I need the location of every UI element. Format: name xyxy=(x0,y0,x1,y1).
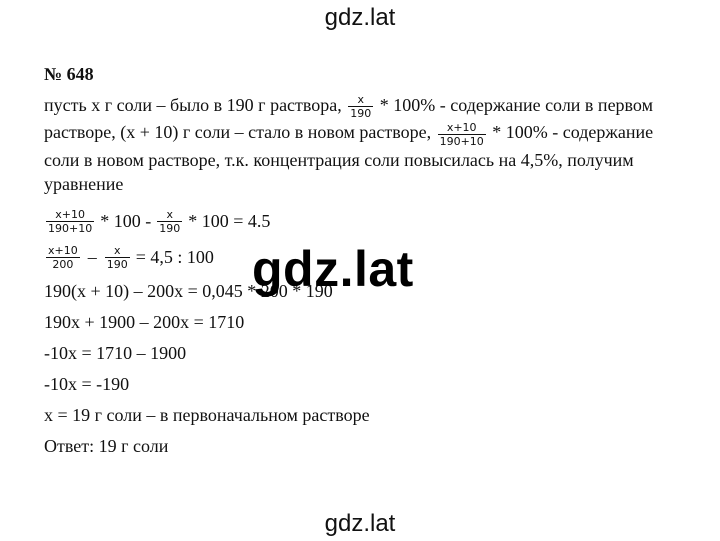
eq1-fraction-2 xyxy=(157,208,182,235)
solution-line: 190(х + 10) – 200х = 0,045 * 200 * 190 xyxy=(44,280,333,301)
solution-line: -10х = -190 xyxy=(44,373,130,394)
fraction-denominator: 190 xyxy=(350,107,372,121)
watermark-bottom: gdz.lat xyxy=(324,510,396,537)
fraction-numerator: x+10 xyxy=(438,121,486,135)
watermark-center: gdz.lat xyxy=(252,241,414,297)
equation-1 xyxy=(44,204,684,240)
fraction-numerator: x+10 xyxy=(48,244,78,258)
watermark-top: gdz.lat xyxy=(324,4,396,31)
fraction-denominator: 190 xyxy=(106,258,128,272)
solution-line: 190х + 1900 – 200х = 1710 xyxy=(44,311,245,332)
fraction-numerator: x xyxy=(348,93,373,107)
fraction-denominator: 190+10 xyxy=(48,222,93,236)
problem-intro xyxy=(44,93,684,196)
fraction-numerator: x+10 xyxy=(46,208,94,222)
eq2-fraction-2 xyxy=(105,244,130,271)
fraction-denominator: 200 xyxy=(52,258,74,272)
fraction-denominator: 190 xyxy=(159,222,181,236)
eq2-text-2: = 4,5 : 100 xyxy=(135,247,214,268)
intro-text-2: * 100% - содержание соли в первом растворе, (х + 10) г соли – стало в новом растворе, xyxy=(44,95,653,143)
intro-text-1: пусть х г соли – было в 190 г раствора, xyxy=(44,95,342,115)
problem-number: № 648 xyxy=(44,64,94,84)
fraction-numerator: x xyxy=(105,244,130,258)
fraction-numerator: x xyxy=(157,208,182,222)
fraction-denominator: 190+10 xyxy=(439,134,484,148)
eq2-fraction-1 xyxy=(46,244,80,271)
eq2-text-1: – xyxy=(87,247,97,268)
eq1-fraction-1 xyxy=(46,208,94,235)
fraction-x-over-190 xyxy=(348,93,373,120)
fraction-x-plus-10-over-200 xyxy=(438,121,486,148)
eq1-text-2: * 100 = 4.5 xyxy=(188,211,271,232)
solution-line: х = 19 г соли – в первоначальном растворе xyxy=(44,404,370,425)
intro-text-3: * 100% - содержание соли в новом растворе, т.к. концентрация соли повысилась на 4,5%, получим уравнение xyxy=(44,122,654,194)
solution-line: -10х = 1710 – 1900 xyxy=(44,342,187,363)
answer-line: Ответ: 19 г соли xyxy=(44,435,169,456)
eq1-text-1: * 100 - xyxy=(100,211,152,232)
